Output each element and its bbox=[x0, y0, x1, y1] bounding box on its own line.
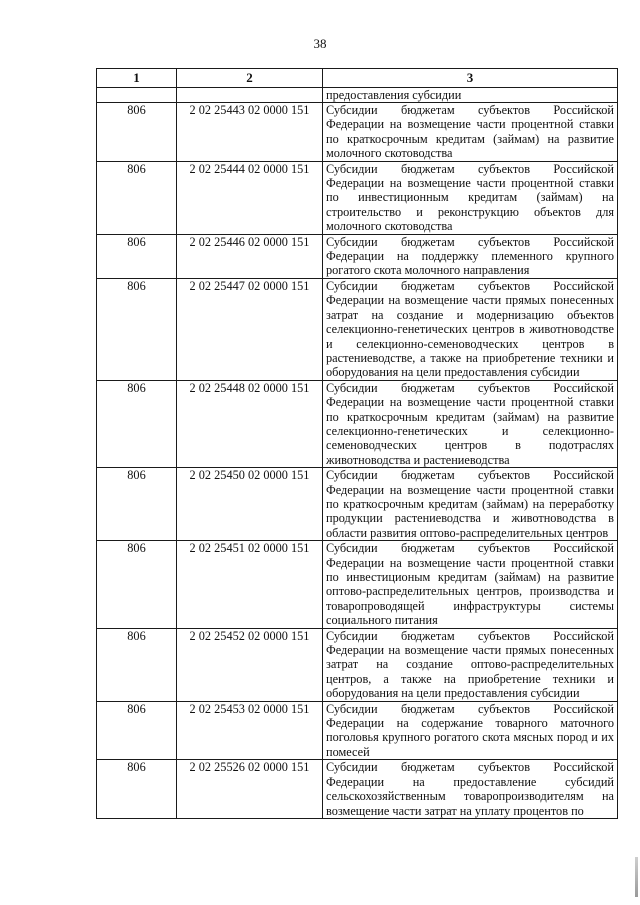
table-row bbox=[97, 278, 618, 380]
table-row bbox=[97, 103, 618, 162]
income-description-cell: Субсидии бюджетам субъектов Российской Федерации на возмещение части процентной ставки по краткосрочным кредитам (займам) на развитие селекционно-генетических и селекционно-семеноводческих центров в подотраслях животноводства и растениеводства bbox=[323, 380, 618, 467]
admin-code-cell: 806 bbox=[97, 628, 177, 701]
budget-code-cell: 2 02 25447 02 0000 151 bbox=[177, 278, 323, 380]
budget-code-cell: 2 02 25443 02 0000 151 bbox=[177, 103, 323, 162]
admin-code-cell: 806 bbox=[97, 278, 177, 380]
income-description-cell: Субсидии бюджетам субъектов Российской Федерации на предоставление субсидий сельскохозяйственным товаропроизводителям на возмещение части затрат на уплату процентов по bbox=[323, 760, 618, 819]
table-header-row bbox=[97, 69, 618, 88]
column-header-3: 3 bbox=[323, 69, 618, 88]
table-body bbox=[97, 88, 618, 819]
budget-code-cell: 2 02 25448 02 0000 151 bbox=[177, 380, 323, 467]
income-description-cell: Субсидии бюджетам субъектов Российской Федерации на возмещение части процентной ставки по краткосрочным кредитам (займам) на переработку продукции растениеводства и животноводства в области развития оптово-распределительных центров bbox=[323, 468, 618, 541]
table-row bbox=[97, 541, 618, 628]
admin-code-cell: 806 bbox=[97, 701, 177, 760]
admin-code-cell: 806 bbox=[97, 161, 177, 234]
table-row bbox=[97, 161, 618, 234]
admin-code-cell: 806 bbox=[97, 103, 177, 162]
income-description-cell: Субсидии бюджетам субъектов Российской Федерации на возмещение части процентной ставки по инвестиционым кредитам (займам) на развитие оптово-распределительных центров, производства и товаропроводящей инфраструктуры системы социального питания bbox=[323, 541, 618, 628]
continuation-row bbox=[97, 88, 618, 103]
column-header-2: 2 bbox=[177, 69, 323, 88]
budget-code-cell: 2 02 25446 02 0000 151 bbox=[177, 234, 323, 278]
admin-code-cell: 806 bbox=[97, 760, 177, 819]
budget-code-cell: 2 02 25453 02 0000 151 bbox=[177, 701, 323, 760]
table-row bbox=[97, 701, 618, 760]
budget-code-cell: 2 02 25450 02 0000 151 bbox=[177, 468, 323, 541]
admin-code-cell: 806 bbox=[97, 234, 177, 278]
budget-code-cell: 2 02 25444 02 0000 151 bbox=[177, 161, 323, 234]
page-number: 38 bbox=[313, 36, 327, 51]
budget-code-cell: 2 02 25451 02 0000 151 bbox=[177, 541, 323, 628]
budget-code-cell: 2 02 25526 02 0000 151 bbox=[177, 760, 323, 819]
admin-code-cell: 806 bbox=[97, 380, 177, 467]
table-row bbox=[97, 234, 618, 278]
income-description-cell: Субсидии бюджетам субъектов Российской Федерации на поддержку племенного крупного рогатого скота молочного направления bbox=[323, 234, 618, 278]
income-description-cell: Субсидии бюджетам субъектов Российской Федерации на возмещение части процентной ставки по краткосрочным кредитам (займам) на развитие молочного скотоводства bbox=[323, 103, 618, 162]
page-edge-shadow bbox=[635, 857, 638, 897]
income-description-cell: Субсидии бюджетам субъектов Российской Федерации на возмещение части прямых понесенных затрат на создание и модернизацию объектов селекционно-генетических центров в животноводстве и селекционно-семеноводческих центров в растениеводстве, а также на приобретение техники и оборудования на цели предоставления субсидии bbox=[323, 278, 618, 380]
admin-code-cell: 806 bbox=[97, 541, 177, 628]
table-row bbox=[97, 760, 618, 819]
continuation-admin-cell bbox=[97, 88, 177, 103]
budget-code-cell: 2 02 25452 02 0000 151 bbox=[177, 628, 323, 701]
table-row bbox=[97, 380, 618, 467]
income-description-cell: Субсидии бюджетам субъектов Российской Федерации на возмещение части прямых понесенных затрат на создание оптово-распределительных центров, а также на приобретение техники и оборудования на цели предоставления субсидии bbox=[323, 628, 618, 701]
income-description-cell: Субсидии бюджетам субъектов Российской Федерации на содержание товарного маточного поголовья крупного рогатого скота мясных пород и их помесей bbox=[323, 701, 618, 760]
continuation-text: предоставления субсидии bbox=[323, 88, 618, 103]
table-row bbox=[97, 468, 618, 541]
admin-code-cell: 806 bbox=[97, 468, 177, 541]
table-row bbox=[97, 628, 618, 701]
budget-classification-table bbox=[96, 68, 618, 819]
column-header-1: 1 bbox=[97, 69, 177, 88]
continuation-code-cell bbox=[177, 88, 323, 103]
income-description-cell: Субсидии бюджетам субъектов Российской Федерации на возмещение части процентной ставки по инвестиционным кредитам (займам) на строительство и реконструкцию объектов для молочного скотоводства bbox=[323, 161, 618, 234]
